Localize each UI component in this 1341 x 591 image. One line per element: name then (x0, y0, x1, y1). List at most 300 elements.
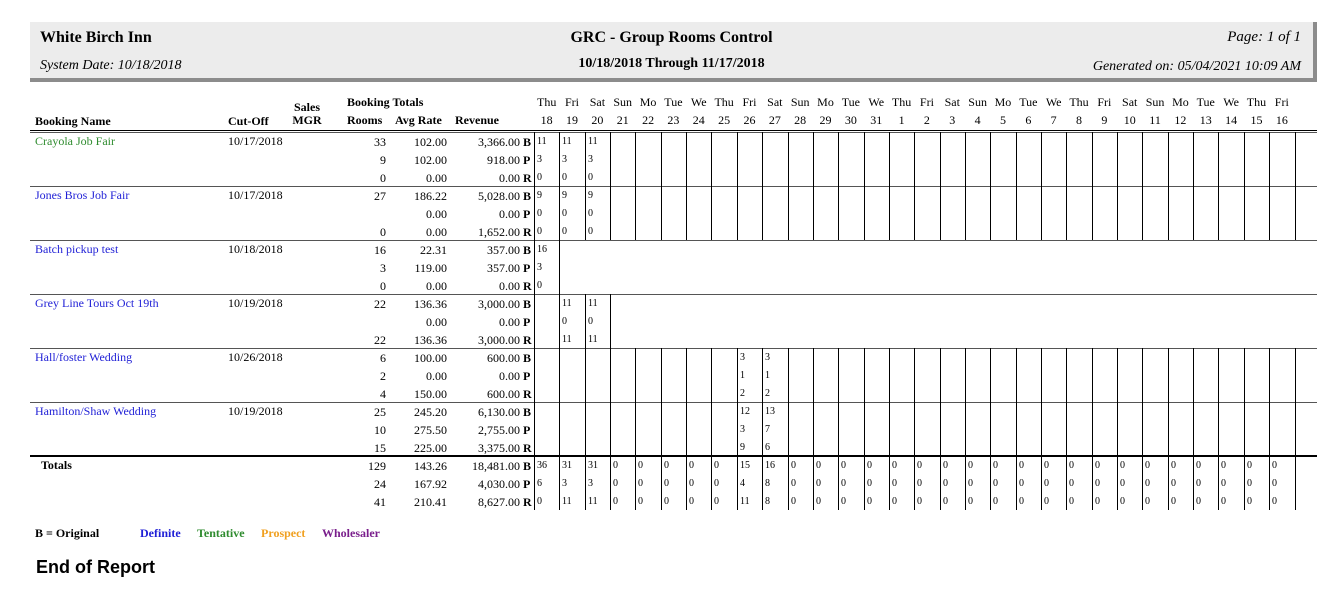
avg-rate-value: 167.92 (414, 477, 447, 491)
grid-line (940, 402, 941, 456)
grid-line (990, 132, 991, 186)
grid-line (559, 186, 560, 240)
day-cell-value: 4 (740, 478, 745, 489)
day-cell-value: 0 (664, 460, 669, 471)
day-cell-value: 0 (1221, 460, 1226, 471)
grid-line (534, 132, 535, 186)
grid-line (813, 456, 814, 510)
grid-line (559, 294, 560, 348)
day-cell-value: 0 (1196, 496, 1201, 507)
day-cell-value: 0 (613, 478, 618, 489)
day-cell-value: 6 (765, 442, 770, 453)
day-cell-value: 0 (664, 478, 669, 489)
day-cell-value: 1 (765, 370, 770, 381)
grid-line (661, 132, 662, 186)
grid-line (661, 456, 662, 510)
grid-line (737, 402, 738, 456)
grid-line (838, 186, 839, 240)
day-cell-value: 0 (968, 460, 973, 471)
grid-line (838, 348, 839, 402)
day-cell-value: 0 (537, 208, 542, 219)
avg-rate-value: 22.31 (420, 243, 447, 257)
grid-line (1142, 348, 1143, 402)
grid-line (838, 132, 839, 186)
group-rule (30, 186, 1317, 187)
revenue-value: 3,000.00 (478, 297, 520, 311)
revenue-value: 600.00 (487, 387, 520, 401)
day-number: 12 (1174, 113, 1187, 127)
grid-line (914, 402, 915, 456)
rooms-value: 129 (368, 459, 386, 473)
group-rule (30, 132, 1317, 133)
grid-line (1193, 402, 1194, 456)
day-number: 13 (1199, 113, 1212, 127)
grid-line (1066, 456, 1067, 510)
grid-line (534, 186, 535, 240)
line-code: P (523, 153, 531, 167)
day-cell-value: 0 (1069, 478, 1074, 489)
grid-line (1016, 456, 1017, 510)
legend-prospect: Prospect (261, 526, 306, 540)
revenue-value: 1,652.00 (478, 225, 520, 239)
line-code: P (523, 369, 531, 383)
avg-rate-value: 225.00 (414, 441, 447, 455)
line-code: R (523, 387, 532, 401)
day-cell-value: 0 (791, 460, 796, 471)
day-cell-value: 0 (537, 496, 542, 507)
header-rule (30, 130, 1317, 131)
day-of-week: Sat (767, 95, 783, 109)
day-cell-value: 3 (740, 352, 745, 363)
avg-rate-value: 0.00 (426, 207, 447, 221)
day-cell-value: 2 (740, 388, 745, 399)
grid-line (990, 402, 991, 456)
grid-line (813, 186, 814, 240)
day-cell-value: 0 (537, 226, 542, 237)
day-cell-value: 0 (993, 460, 998, 471)
line-code: R (523, 225, 532, 239)
line-code: R (523, 333, 532, 347)
avg-rate-value: 0.00 (426, 279, 447, 293)
avg-rate-value: 100.00 (414, 351, 447, 365)
day-cell-value: 0 (943, 460, 948, 471)
day-cell-value: 0 (1171, 478, 1176, 489)
grid-line (1269, 132, 1270, 186)
day-cell-value: 0 (588, 208, 593, 219)
grid-line (1142, 456, 1143, 510)
date-range: 10/18/2018 Through 11/17/2018 (578, 56, 765, 71)
rooms-value: 33 (374, 135, 386, 149)
rooms-value: 27 (374, 189, 386, 203)
rooms-value: 16 (374, 243, 386, 257)
day-cell-value: 0 (943, 478, 948, 489)
day-of-week: Sun (968, 95, 987, 109)
day-cell-value: 0 (714, 496, 719, 507)
line-code: B (523, 189, 532, 203)
day-of-week: Sun (790, 95, 810, 109)
grid-line (1168, 132, 1169, 186)
grid-line (1066, 132, 1067, 186)
hotel-name: White Birch Inn (40, 29, 152, 46)
day-number: 3 (949, 113, 956, 127)
grid-line (1244, 132, 1245, 186)
col-avg-rate: Avg Rate (395, 113, 442, 127)
grid-line (559, 402, 560, 456)
day-of-week: We (690, 95, 707, 109)
grid-line (1066, 402, 1067, 456)
grid-line (864, 348, 865, 402)
day-cell-value: 0 (1019, 478, 1024, 489)
day-number: 22 (642, 113, 655, 127)
grid-line (889, 456, 890, 510)
grid-line (1295, 348, 1296, 402)
grid-line (1117, 402, 1118, 456)
avg-rate-value: 102.00 (414, 135, 447, 149)
day-cell-value: 0 (1145, 460, 1150, 471)
grid-line (635, 348, 636, 402)
rooms-value: 10 (374, 423, 386, 437)
grid-line (864, 132, 865, 186)
day-cell-value: 0 (537, 172, 542, 183)
day-cell-value: 15 (740, 460, 750, 471)
grid-line (1016, 186, 1017, 240)
day-cell-value: 0 (1272, 496, 1277, 507)
day-of-week: Fri (1274, 95, 1289, 109)
rooms-value: 2 (380, 369, 386, 383)
day-cell-value: 0 (1120, 496, 1125, 507)
day-cell-value: 0 (664, 496, 669, 507)
day-cell-value: 0 (1171, 460, 1176, 471)
grid-line (889, 348, 890, 402)
grid-line (914, 348, 915, 402)
grid-line (585, 186, 586, 240)
grid-line (940, 132, 941, 186)
revenue-value: 0.00 (499, 171, 520, 185)
day-number: 21 (616, 113, 629, 127)
day-number: 25 (718, 113, 731, 127)
grid-line (788, 402, 789, 456)
day-of-week: Thu (537, 95, 557, 109)
grid-line (610, 402, 611, 456)
grid-line (1066, 348, 1067, 402)
booking-cutoff: 10/26/2018 (228, 350, 283, 364)
revenue-value: 3,000.00 (478, 333, 520, 347)
grid-line (788, 456, 789, 510)
grid-line (762, 456, 763, 510)
day-of-week: Thu (1069, 95, 1089, 109)
day-number: 5 (999, 113, 1006, 127)
day-number: 11 (1149, 113, 1161, 127)
grid-line (585, 132, 586, 186)
revenue-value: 18,481.00 (472, 459, 520, 473)
avg-rate-value: 0.00 (426, 369, 447, 383)
grid-line (1168, 402, 1169, 456)
grid-line (610, 132, 611, 186)
grid-line (585, 456, 586, 510)
day-of-week: Fri (919, 95, 934, 109)
day-cell-value: 0 (1171, 496, 1176, 507)
day-cell-value: 0 (1095, 460, 1100, 471)
avg-rate-value: 275.50 (414, 423, 447, 437)
day-number: 20 (591, 113, 604, 127)
day-number: 19 (566, 113, 579, 127)
day-cell-value: 11 (588, 136, 598, 147)
grid-line (838, 402, 839, 456)
day-number: 1 (898, 113, 905, 127)
grid-line (1269, 456, 1270, 510)
grid-line (788, 132, 789, 186)
day-cell-value: 0 (562, 316, 567, 327)
booking-cutoff: 10/19/2018 (228, 296, 283, 310)
avg-rate-value: 186.22 (414, 189, 447, 203)
day-cell-value: 0 (841, 460, 846, 471)
grid-line (1066, 186, 1067, 240)
day-cell-value: 11 (562, 298, 572, 309)
avg-rate-value: 0.00 (426, 171, 447, 185)
grid-line (686, 348, 687, 402)
day-cell-value: 0 (1120, 460, 1125, 471)
grid-line (1092, 348, 1093, 402)
day-number: 23 (667, 113, 680, 127)
grid-line (534, 402, 535, 456)
grid-line (737, 348, 738, 402)
day-of-week: We (868, 95, 885, 109)
grid-line (965, 456, 966, 510)
day-cell-value: 13 (765, 406, 775, 417)
grid-line (762, 348, 763, 402)
booking-name: Jones Bros Job Fair (35, 188, 130, 202)
day-cell-value: 0 (1069, 460, 1074, 471)
day-cell-value: 0 (816, 460, 821, 471)
legend-definite: Definite (140, 526, 181, 540)
day-cell-value: 0 (892, 478, 897, 489)
day-cell-value: 11 (588, 334, 598, 345)
totals-rule (30, 455, 1317, 457)
avg-rate-value: 210.41 (414, 495, 447, 509)
avg-rate-value: 136.36 (414, 297, 447, 311)
rooms-value: 0 (380, 225, 386, 239)
grid-line (711, 186, 712, 240)
grid-line (686, 456, 687, 510)
day-of-week: Sat (589, 95, 606, 109)
grid-line (1269, 348, 1270, 402)
day-cell-value: 0 (613, 460, 618, 471)
day-cell-value: 3 (537, 154, 542, 165)
grid-line (1016, 132, 1017, 186)
revenue-value: 5,028.00 (478, 189, 520, 203)
page-number: Page: 1 of 1 (1227, 29, 1301, 45)
day-of-week: Thu (891, 95, 912, 109)
day-cell-value: 0 (1272, 460, 1277, 471)
grid-line (889, 132, 890, 186)
revenue-value: 357.00 (487, 243, 520, 257)
day-number: 7 (1050, 113, 1057, 127)
grid-line (1295, 132, 1296, 186)
grid-line (610, 186, 611, 240)
grid-line (1142, 132, 1143, 186)
day-cell-value: 0 (841, 478, 846, 489)
report-header (30, 22, 1317, 82)
grid-line (610, 348, 611, 402)
day-cell-value: 0 (1069, 496, 1074, 507)
day-cell-value: 0 (562, 226, 567, 237)
grid-line (1092, 456, 1093, 510)
rooms-value: 24 (374, 477, 386, 491)
day-number: 6 (1025, 113, 1032, 127)
grid-line (559, 240, 560, 294)
grid-line (1092, 132, 1093, 186)
grid-line (661, 348, 662, 402)
booking-cutoff: 10/19/2018 (228, 404, 283, 418)
revenue-value: 600.00 (487, 351, 520, 365)
day-cell-value: 0 (892, 496, 897, 507)
grid-line (889, 402, 890, 456)
day-of-week: We (1045, 95, 1062, 109)
day-number: 26 (743, 113, 756, 127)
revenue-value: 3,366.00 (478, 135, 520, 149)
line-code: B (523, 405, 532, 419)
line-code: B (523, 135, 532, 149)
legend-wholesaler: Wholesaler (322, 526, 380, 540)
grid-line (813, 348, 814, 402)
day-cell-value: 0 (638, 460, 643, 471)
grid-line (1218, 456, 1219, 510)
day-cell-value: 0 (588, 226, 593, 237)
line-code: B (523, 351, 532, 365)
day-cell-value: 2 (765, 388, 770, 399)
day-cell-value: 0 (1019, 460, 1024, 471)
group-rule (30, 294, 1317, 295)
grid-line (864, 186, 865, 240)
grid-line (788, 186, 789, 240)
grid-line (990, 348, 991, 402)
day-cell-value: 0 (537, 280, 542, 291)
grid-line (1244, 348, 1245, 402)
day-cell-value: 3 (588, 478, 593, 489)
grid-line (635, 402, 636, 456)
day-of-week: Sun (1145, 95, 1165, 109)
line-code: B (523, 297, 532, 311)
booking-cutoff: 10/17/2018 (228, 188, 283, 202)
grid-line (864, 456, 865, 510)
day-of-week: Fri (742, 95, 757, 109)
day-number: 16 (1275, 113, 1288, 127)
grid-line (635, 132, 636, 186)
day-cell-value: 0 (1196, 478, 1201, 489)
grid-line (686, 402, 687, 456)
day-cell-value: 0 (867, 478, 872, 489)
grid-line (762, 186, 763, 240)
day-cell-value: 31 (588, 460, 598, 471)
day-number: 2 (923, 113, 930, 127)
grid-line (737, 186, 738, 240)
booking-name: Crayola Job Fair (35, 134, 115, 148)
grid-line (1041, 402, 1042, 456)
grid-line (914, 186, 915, 240)
generated-on: Generated on: 05/04/2021 10:09 AM (1092, 59, 1301, 74)
day-of-week: Tue (664, 95, 683, 109)
day-cell-value: 0 (613, 496, 618, 507)
day-cell-value: 0 (1221, 478, 1226, 489)
grid-line (1244, 456, 1245, 510)
rooms-value: 4 (380, 387, 386, 401)
grid-line (940, 348, 941, 402)
grid-line (559, 348, 560, 402)
day-number: 18 (540, 113, 553, 127)
col-mgr: MGR (292, 113, 322, 127)
grid-line (1117, 132, 1118, 186)
avg-rate-value: 102.00 (414, 153, 447, 167)
day-number: 27 (768, 113, 781, 127)
grid-line (534, 348, 535, 402)
day-cell-value: 1 (740, 370, 745, 381)
grid-line (889, 186, 890, 240)
group-rule (30, 402, 1317, 403)
grid-line (965, 186, 966, 240)
grid-line (1193, 348, 1194, 402)
day-cell-value: 0 (841, 496, 846, 507)
day-cell-value: 6 (537, 478, 542, 489)
grid-line (813, 132, 814, 186)
day-cell-value: 7 (765, 424, 770, 435)
day-cell-value: 16 (765, 460, 775, 471)
line-code: P (523, 315, 531, 329)
day-number: 9 (1101, 113, 1108, 127)
day-cell-value: 0 (1196, 460, 1201, 471)
booking-name: Hamilton/Shaw Wedding (35, 404, 157, 418)
grid-line (686, 186, 687, 240)
grid-line (1295, 186, 1296, 240)
grid-line (534, 240, 535, 294)
grid-line (1168, 186, 1169, 240)
day-of-week: Thu (1246, 95, 1267, 109)
day-cell-value: 12 (740, 406, 750, 417)
line-code: P (523, 261, 531, 275)
rooms-value: 22 (374, 333, 386, 347)
day-cell-value: 0 (1272, 478, 1277, 489)
grid-line (864, 402, 865, 456)
day-cell-value: 11 (588, 298, 598, 309)
rooms-value: 0 (380, 171, 386, 185)
day-cell-value: 3 (562, 478, 567, 489)
grid-line (990, 456, 991, 510)
grid-line (1142, 186, 1143, 240)
grid-line (534, 456, 535, 510)
grid-line (965, 132, 966, 186)
day-cell-value: 0 (892, 460, 897, 471)
avg-rate-value: 150.00 (414, 387, 447, 401)
day-cell-value: 0 (1145, 478, 1150, 489)
grid-line (762, 402, 763, 456)
day-cell-value: 8 (765, 496, 770, 507)
day-cell-value: 31 (562, 460, 572, 471)
day-cell-value: 0 (1120, 478, 1125, 489)
rooms-value: 22 (374, 297, 386, 311)
grid-line (838, 456, 839, 510)
revenue-value: 2,755.00 (478, 423, 520, 437)
day-of-week: Fri (565, 95, 580, 109)
day-cell-value: 0 (816, 496, 821, 507)
avg-rate-value: 0.00 (426, 225, 447, 239)
grid-line (1193, 456, 1194, 510)
day-of-week: Mo (817, 95, 834, 109)
day-number: 4 (974, 113, 981, 127)
line-code: R (523, 495, 532, 509)
grid-line (1218, 402, 1219, 456)
revenue-value: 0.00 (499, 315, 520, 329)
revenue-value: 8,627.00 (478, 495, 520, 509)
day-number: 15 (1250, 113, 1263, 127)
